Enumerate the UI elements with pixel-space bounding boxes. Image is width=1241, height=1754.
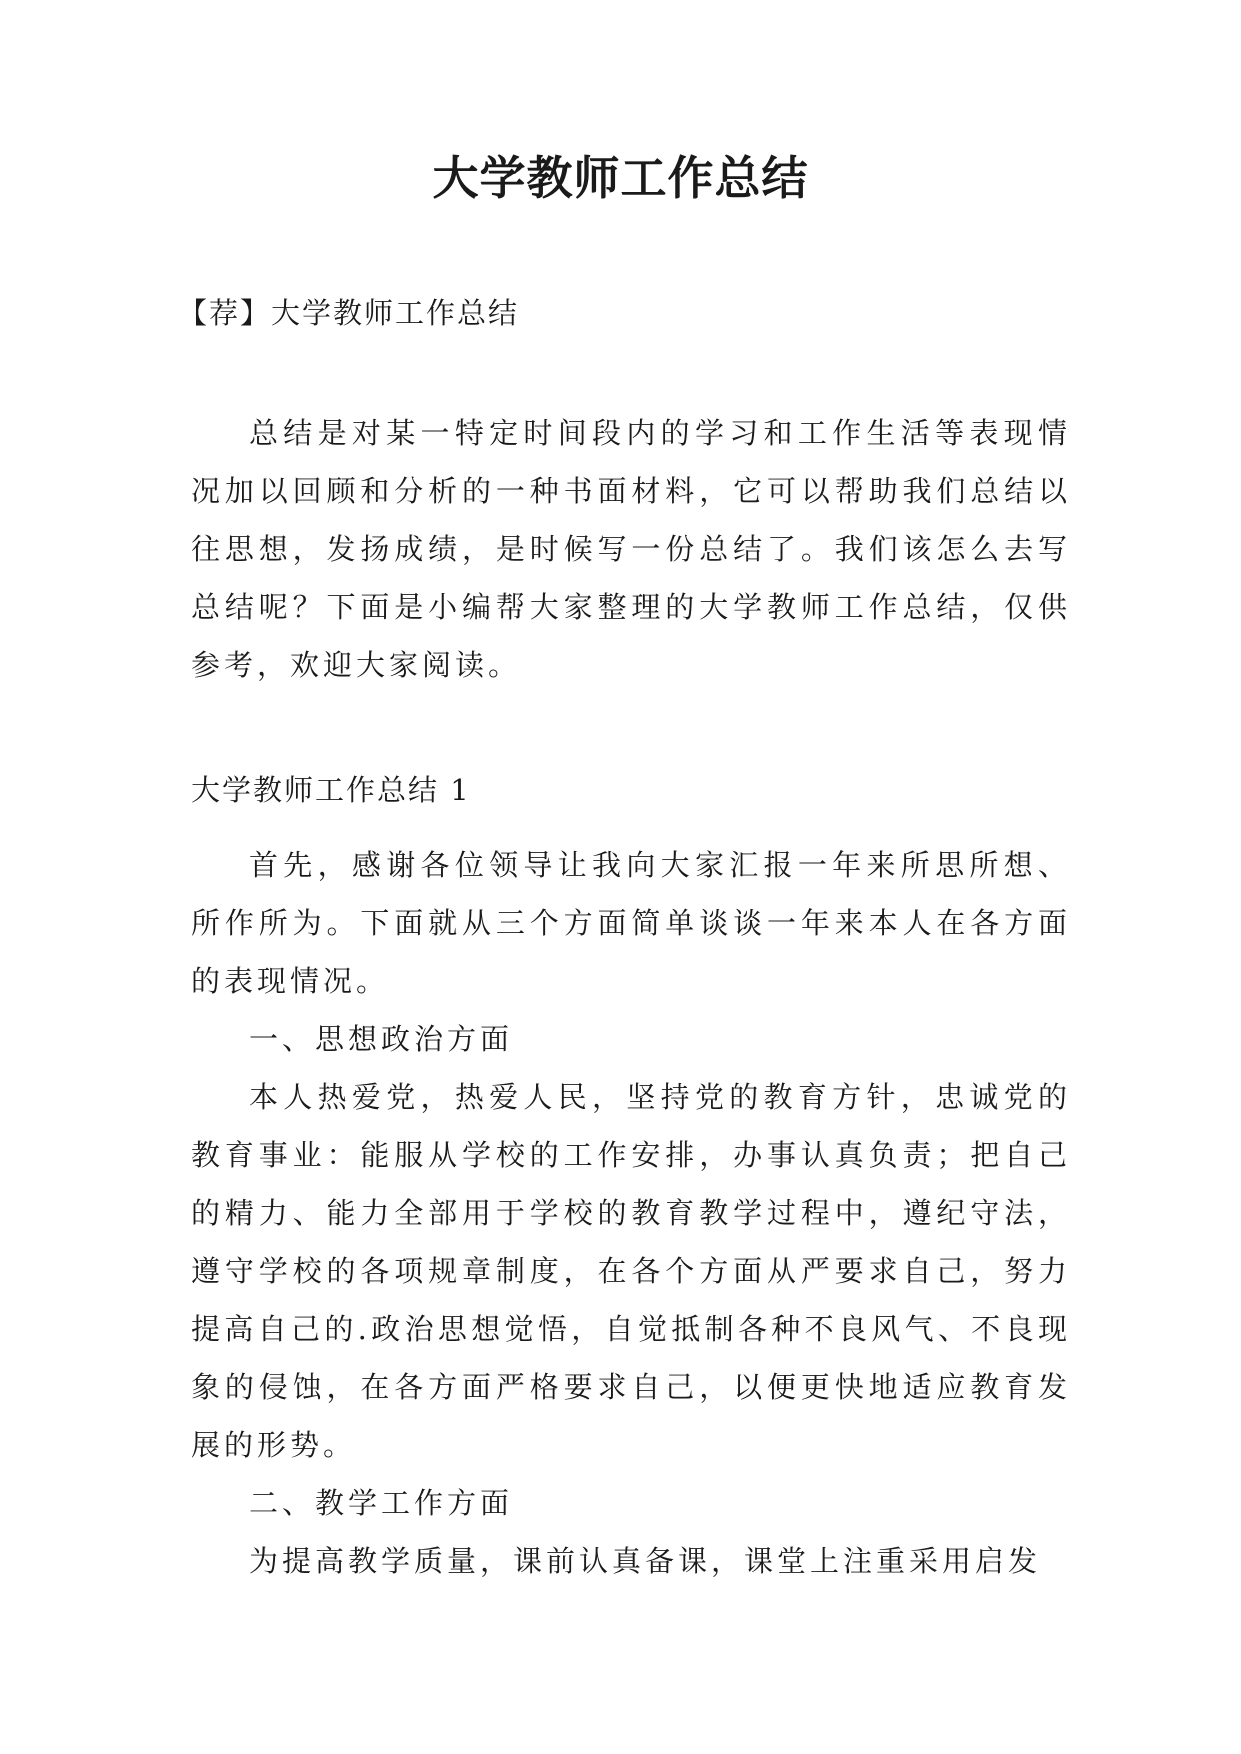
heading-teaching: 二、教学工作方面	[249, 1486, 514, 1520]
heading-politics: 一、思想政治方面	[249, 1022, 514, 1056]
section-title-1: 大学教师工作总结 1	[191, 773, 471, 807]
intro-block	[191, 404, 1071, 694]
document-subtitle: 【荐】大学教师工作总结	[178, 296, 520, 330]
document-title: 大学教师工作总结	[432, 151, 809, 205]
section1-paragraph: 首先，感谢各位领导让我向大家汇报一年来所思所想、所作所为。下面就从三个方面简单谈谈一年来本人在各方面的表现情况。	[191, 848, 1071, 998]
paragraph-teaching: 为提高教学质量，课前认真备课，课堂上注重采用启发	[249, 1544, 1042, 1578]
intro-paragraph: 总结是对某一特定时间段内的学习和工作生活等表现情况加以回顾和分析的一种书面材料，它可以帮助我们总结以往思想，发扬成绩，是时候写一份总结了。我们该怎么去写总结呢？下面是小编帮大家整理的大学教师工作总结，仅供参考，欢迎大家阅读。	[191, 416, 1071, 682]
main-body	[191, 836, 1071, 1590]
paragraph-politics: 本人热爱党，热爱人民，坚持党的教育方针，忠诚党的教育事业：能服从学校的工作安排，办事认真负责；把自己的精力、能力全部用于学校的教育教学过程中，遵纪守法，遵守学校的各项规章制度，在各个方面从严要求自己，努力提高自己的.政治思想觉悟，自觉抵制各种不良风气、不良现象的侵蚀，在各方面严格要求自己，以便更快地适应教育发展的形势。	[191, 1080, 1071, 1462]
